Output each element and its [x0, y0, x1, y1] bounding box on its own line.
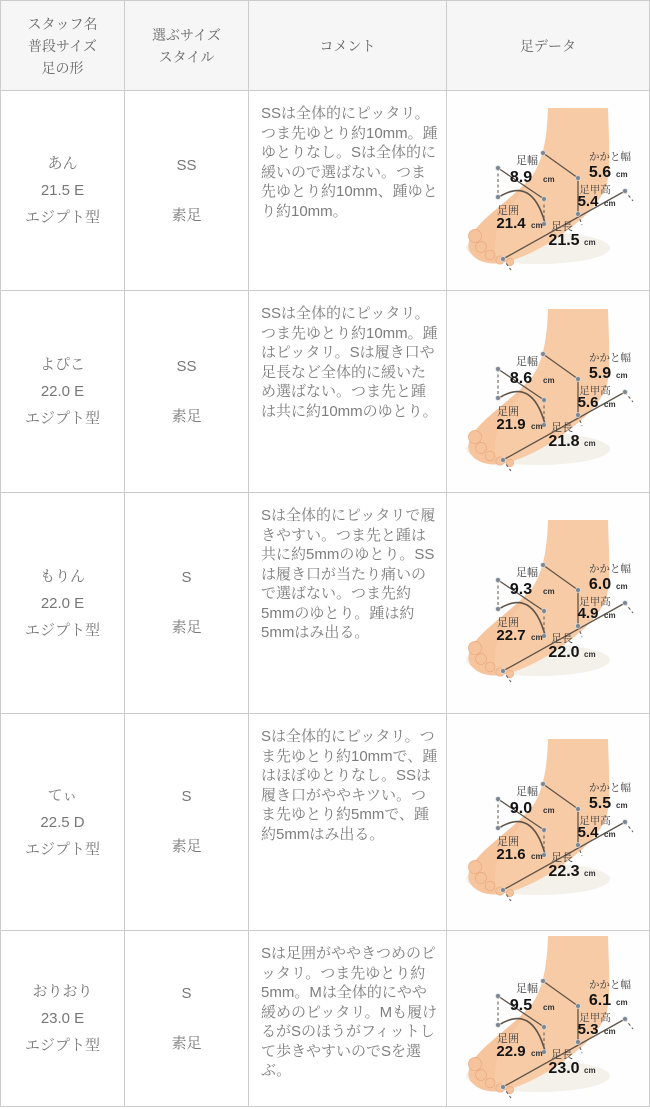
table-row — [1, 493, 650, 714]
unit-label: cm — [616, 997, 628, 1007]
length-value: 21.8 — [548, 432, 580, 450]
foot-measurement-diagram — [448, 297, 648, 487]
staff-name: もりん — [39, 567, 85, 585]
foot-width-value: 8.6 — [509, 369, 533, 387]
comment-cell — [249, 931, 447, 1107]
table-header-row — [1, 1, 650, 91]
unit-label: cm — [543, 587, 555, 596]
foot-width-label: 足幅 — [516, 982, 538, 995]
chosen-size-value: SS — [176, 156, 197, 174]
unit-label: cm — [531, 852, 543, 861]
staff-cell — [1, 291, 125, 493]
unit-label: cm — [531, 421, 543, 431]
staff-cell — [1, 931, 125, 1107]
unit-label: cm — [604, 611, 616, 620]
table-body — [1, 91, 650, 1107]
foot-data-cell — [447, 714, 650, 931]
foot-measurement-diagram — [448, 508, 648, 698]
unit-label: cm — [616, 801, 628, 810]
foot-width-label: 足幅 — [516, 355, 538, 368]
length-label: 足長 — [551, 421, 573, 434]
unit-label: cm — [604, 830, 616, 839]
header-staff — [1, 1, 125, 91]
header-foot-data — [447, 1, 650, 91]
instep-height-value: 5.6 — [577, 393, 599, 411]
chosen-size-cell — [125, 931, 249, 1107]
circumference-value: 21.6 — [496, 846, 526, 863]
length-value: 22.3 — [548, 863, 580, 880]
instep-height-label: 足甲高 — [579, 596, 611, 608]
circumference-label: 足囲 — [497, 1032, 519, 1045]
foot-measurement-diagram — [448, 931, 648, 1107]
unit-label: cm — [616, 370, 628, 380]
staff-usual-size: 22.0 E — [40, 594, 85, 612]
comment-text: SSは全体的にピッタリ。つま先ゆとり約10mm。踵はピッタリ。Sは履き口や足長など全体的に緩いため選ばない。つま先と踵は共に約10mmのゆとり。 — [261, 305, 438, 420]
staff-usual-size: 21.5 E — [40, 182, 85, 199]
header-chosen-size — [125, 1, 249, 91]
staff-usual-size: 22.5 D — [40, 813, 85, 831]
chosen-size-value: S — [181, 569, 192, 586]
chosen-size-value: S — [181, 984, 192, 1002]
header-staff-line3: 足の形 — [41, 59, 84, 76]
comment-text: Sは全体的にピッタリ。つま先ゆとり約10mmで、踵はほぼゆとりなし。SSは履き口がややキツい。つま先ゆとり約5mmで、踵約5mmはみ出る。 — [261, 728, 438, 843]
header-comment-label: コメント — [319, 37, 376, 54]
heel-width-value: 5.5 — [588, 795, 612, 812]
staff-usual-size: 23.0 E — [40, 1010, 85, 1027]
staff-cell — [1, 91, 125, 291]
chosen-style-value: 素足 — [171, 1034, 202, 1052]
table-row — [1, 714, 650, 931]
staff-usual-size: 22.0 E — [40, 383, 85, 400]
staff-cell — [1, 714, 125, 931]
circumference-label: 足囲 — [497, 617, 519, 629]
instep-height-label: 足甲高 — [579, 183, 611, 196]
instep-height-value: 5.4 — [577, 824, 599, 841]
unit-label: cm — [584, 237, 596, 247]
unit-label: cm — [604, 198, 616, 208]
chosen-style-value: 素足 — [171, 619, 202, 636]
chosen-size-value: SS — [176, 357, 197, 375]
staff-foot-shape: エジプト型 — [24, 410, 100, 427]
instep-height-value: 5.3 — [577, 1020, 599, 1038]
chosen-style-value: 素足 — [171, 206, 202, 224]
table-row — [1, 931, 650, 1107]
header-chosen-size-line2: スタイル — [158, 48, 215, 65]
circumference-label: 足囲 — [497, 405, 519, 418]
instep-height-label: 足甲高 — [579, 1011, 611, 1024]
heel-width-label: かかと幅 — [589, 782, 631, 794]
length-label: 足長 — [551, 1048, 573, 1061]
unit-label: cm — [543, 174, 555, 184]
foot-measurement-diagram — [448, 96, 648, 286]
header-chosen-size-line1: 選ぶサイズ — [152, 26, 221, 43]
foot-data-cell — [447, 493, 650, 714]
heel-width-label: かかと幅 — [589, 351, 631, 364]
unit-label: cm — [616, 582, 628, 591]
instep-height-value: 5.4 — [577, 192, 599, 210]
foot-width-value: 9.5 — [509, 996, 533, 1014]
comment-cell — [249, 493, 447, 714]
chosen-size-cell — [125, 714, 249, 931]
heel-width-value: 5.6 — [588, 163, 612, 181]
header-foot-data-label: 足データ — [520, 37, 576, 54]
foot-data-cell — [447, 291, 650, 493]
foot-measurement-diagram — [448, 727, 648, 917]
chosen-style-value: 素足 — [171, 838, 202, 855]
length-label: 足長 — [551, 220, 573, 233]
unit-label: cm — [543, 1002, 555, 1012]
circumference-value: 22.9 — [496, 1042, 526, 1060]
comment-cell — [249, 91, 447, 291]
unit-label: cm — [543, 806, 555, 815]
circumference-label: 足囲 — [497, 204, 519, 217]
unit-label: cm — [531, 220, 543, 230]
circumference-value: 21.9 — [496, 415, 526, 433]
unit-label: cm — [584, 869, 596, 878]
foot-data-cell — [447, 931, 650, 1107]
staff-name: おりおり — [32, 983, 93, 1000]
foot-width-value: 8.9 — [509, 168, 533, 186]
comment-text: Sは全体的にピッタリで履きやすい。つま先と踵は共に約5mmのゆとり。SSは履き口が当たり痛いので選ばない。つま先約5mmのゆとり。踵は約5mmはみ出る。 — [261, 507, 436, 641]
length-value: 22.0 — [548, 644, 580, 661]
unit-label: cm — [616, 169, 628, 179]
comment-cell — [249, 714, 447, 931]
staff-foot-shape: エジプト型 — [24, 621, 100, 639]
unit-label: cm — [531, 633, 543, 642]
comment-cell — [249, 291, 447, 493]
unit-label: cm — [584, 650, 596, 659]
instep-height-label: 足甲高 — [579, 815, 611, 827]
comment-text: Sは足囲がややきつめのピッタリ。つま先ゆとり約5mm。Mは全体的にやや緩めのピッタリ。Mも履けるがSのほうがフィットして歩きやすいのでSを選ぶ。 — [261, 945, 438, 1079]
heel-width-value: 5.9 — [588, 364, 612, 382]
unit-label: cm — [531, 1048, 543, 1058]
chosen-size-cell — [125, 493, 249, 714]
chosen-size-cell — [125, 91, 249, 291]
instep-height-label: 足甲高 — [579, 384, 611, 397]
comment-text: SSは全体的にピッタリ。つま先ゆとり約10mm。踵ゆとりなし。Sは全体的に緩いので選ばない。つま先ゆとり約10mm、踵ゆとり約10mm。 — [261, 105, 438, 220]
header-comment — [249, 1, 447, 91]
foot-data-cell — [447, 91, 650, 291]
instep-height-value: 4.9 — [577, 605, 599, 622]
unit-label: cm — [584, 1065, 596, 1075]
staff-foot-shape: エジプト型 — [24, 840, 100, 858]
chosen-size-value: S — [181, 788, 192, 805]
table-row — [1, 91, 650, 291]
heel-width-value: 6.1 — [588, 991, 612, 1009]
staff-name: あん — [47, 155, 78, 172]
staff-foot-shape: エジプト型 — [24, 1037, 100, 1054]
unit-label: cm — [584, 438, 596, 448]
length-value: 23.0 — [548, 1059, 580, 1077]
chosen-style-value: 素足 — [171, 407, 202, 425]
length-label: 足長 — [551, 852, 573, 864]
foot-width-value: 9.0 — [509, 800, 533, 817]
unit-label: cm — [604, 399, 616, 409]
chosen-size-cell — [125, 291, 249, 493]
length-value: 21.5 — [548, 231, 580, 249]
staff-cell — [1, 493, 125, 714]
length-label: 足長 — [551, 633, 573, 645]
heel-width-value: 6.0 — [588, 576, 612, 593]
heel-width-label: かかと幅 — [589, 978, 631, 991]
foot-width-label: 足幅 — [516, 154, 538, 167]
foot-width-value: 9.3 — [509, 581, 533, 598]
circumference-value: 21.4 — [496, 214, 526, 232]
unit-label: cm — [604, 1026, 616, 1036]
heel-width-label: かかと幅 — [589, 150, 631, 163]
header-staff-line1: スタッフ名 — [27, 15, 98, 32]
foot-width-label: 足幅 — [516, 786, 538, 798]
foot-width-label: 足幅 — [516, 567, 538, 579]
staff-foot-shape: エジプト型 — [24, 209, 100, 226]
staff-name: よぴこ — [39, 356, 85, 373]
table-row — [1, 291, 650, 493]
heel-width-label: かかと幅 — [589, 563, 631, 575]
circumference-label: 足囲 — [497, 836, 519, 848]
unit-label: cm — [543, 375, 555, 385]
staff-name: てぃ — [47, 786, 78, 804]
header-staff-line2: 普段サイズ — [28, 37, 97, 54]
circumference-value: 22.7 — [496, 627, 526, 644]
